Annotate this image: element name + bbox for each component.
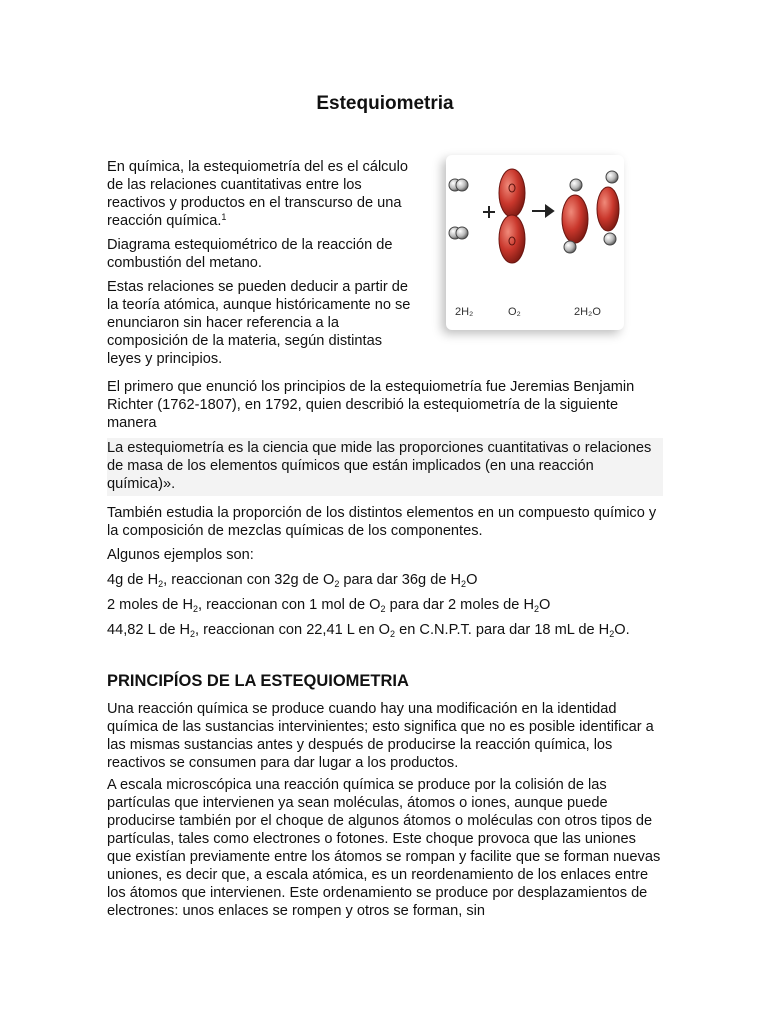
label-o2: O₂ xyxy=(508,306,521,318)
example-item: 4g de $H_2$, reaccionan con 32g de $O_2$ para dar 36g de $H_2O$ xyxy=(107,572,478,589)
richter-quote: La estequiometría es la ciencia que mide las proporciones cuantitativas o relaciones de masa de los elementos químicos que están implicados (en una reacción química)». xyxy=(107,438,663,496)
page-title: Estequiometria xyxy=(316,93,454,114)
section-heading: PRINCIPÍOS DE LA ESTEQUIOMETRIA xyxy=(107,672,409,690)
section-paragraph-1: Una reacción química se produce cuando hay una modificación en la identidad química de las sustancias intervinientes; esto significa que no es posible identificar a las mismas sustancias antes y después de producirse la reacción química, los reactivos se consumen para dar lugar a los productos. xyxy=(107,701,654,771)
water-molecule-icon xyxy=(562,179,588,253)
label-2h2: 2H₂ xyxy=(455,306,474,318)
methane-combustion-diagram xyxy=(446,155,624,330)
examples-intro: Algunos ejemplos son: xyxy=(107,547,254,563)
main-content xyxy=(107,378,663,924)
hydrogen-molecule-icon xyxy=(449,179,468,239)
richter-paragraph: El primero que enunció los principios de la estequiometría fue Jeremias Benjamin Richter (1762-1807), en 1792, quien describió la estequiometría de la siguiente manera xyxy=(107,379,635,431)
intro-paragraph-1: En química, la estequiometría del es el cálculo de las relaciones cuantitativas entre los reactivos y productos en el transcurso de una reacción química.$^1$ xyxy=(107,159,408,229)
reaction-arrow-icon xyxy=(532,206,553,216)
label-2h2o: 2H₂O xyxy=(574,306,601,318)
section-paragraph-2: A escala microscópica una reacción química se produce por la colisión de las partículas que intervienen ya sean moléculas, átomos o iones, aunque puede producirse también por el choque de algunos átomos o moléculas con otros tipos de partículas, tales como electrones o fotones. Este choque provoca que las uniones que existían previamente entre los átomos se rompan y facilite que se forman nuevas uniones, es decir que, a escala atómica, es un reordenamiento de los enlaces entre los átomos que intervienen. Este ordenamiento se produce por desplazamientos de electrones: unos enlaces se rompen y otros se forman, sin xyxy=(107,777,661,919)
intro-paragraph-2: Diagrama estequiométrico de la reacción de combustión del metano. xyxy=(107,237,393,271)
example-item: 44,82 L de $H_2$, reaccionan con 22,41 L en $O_2$ en C.N.P.T. para dar 18 mL de $H_2O$. xyxy=(107,622,630,639)
oxygen-molecule-icon xyxy=(499,169,525,263)
plus-icon xyxy=(483,206,495,218)
intro-block xyxy=(107,158,412,374)
footnote-ref[interactable]: 1 xyxy=(221,212,227,222)
example-item: 2 moles de $H_2$, reaccionan con 1 mol de $O_2$ para dar 2 moles de $H_2O$ xyxy=(107,597,551,614)
tambien-paragraph: También estudia la proporción de los distintos elementos en un compuesto químico y la composición de mezclas químicas de los componentes. xyxy=(107,505,657,539)
water-molecule-icon xyxy=(597,171,619,245)
intro-paragraph-3: Estas relaciones se pueden deducir a partir de la teoría atómica, aunque históricamente no se enunciaron sin hacer referencia a la composición de la materia, según distintas leyes y principios. xyxy=(107,279,411,367)
